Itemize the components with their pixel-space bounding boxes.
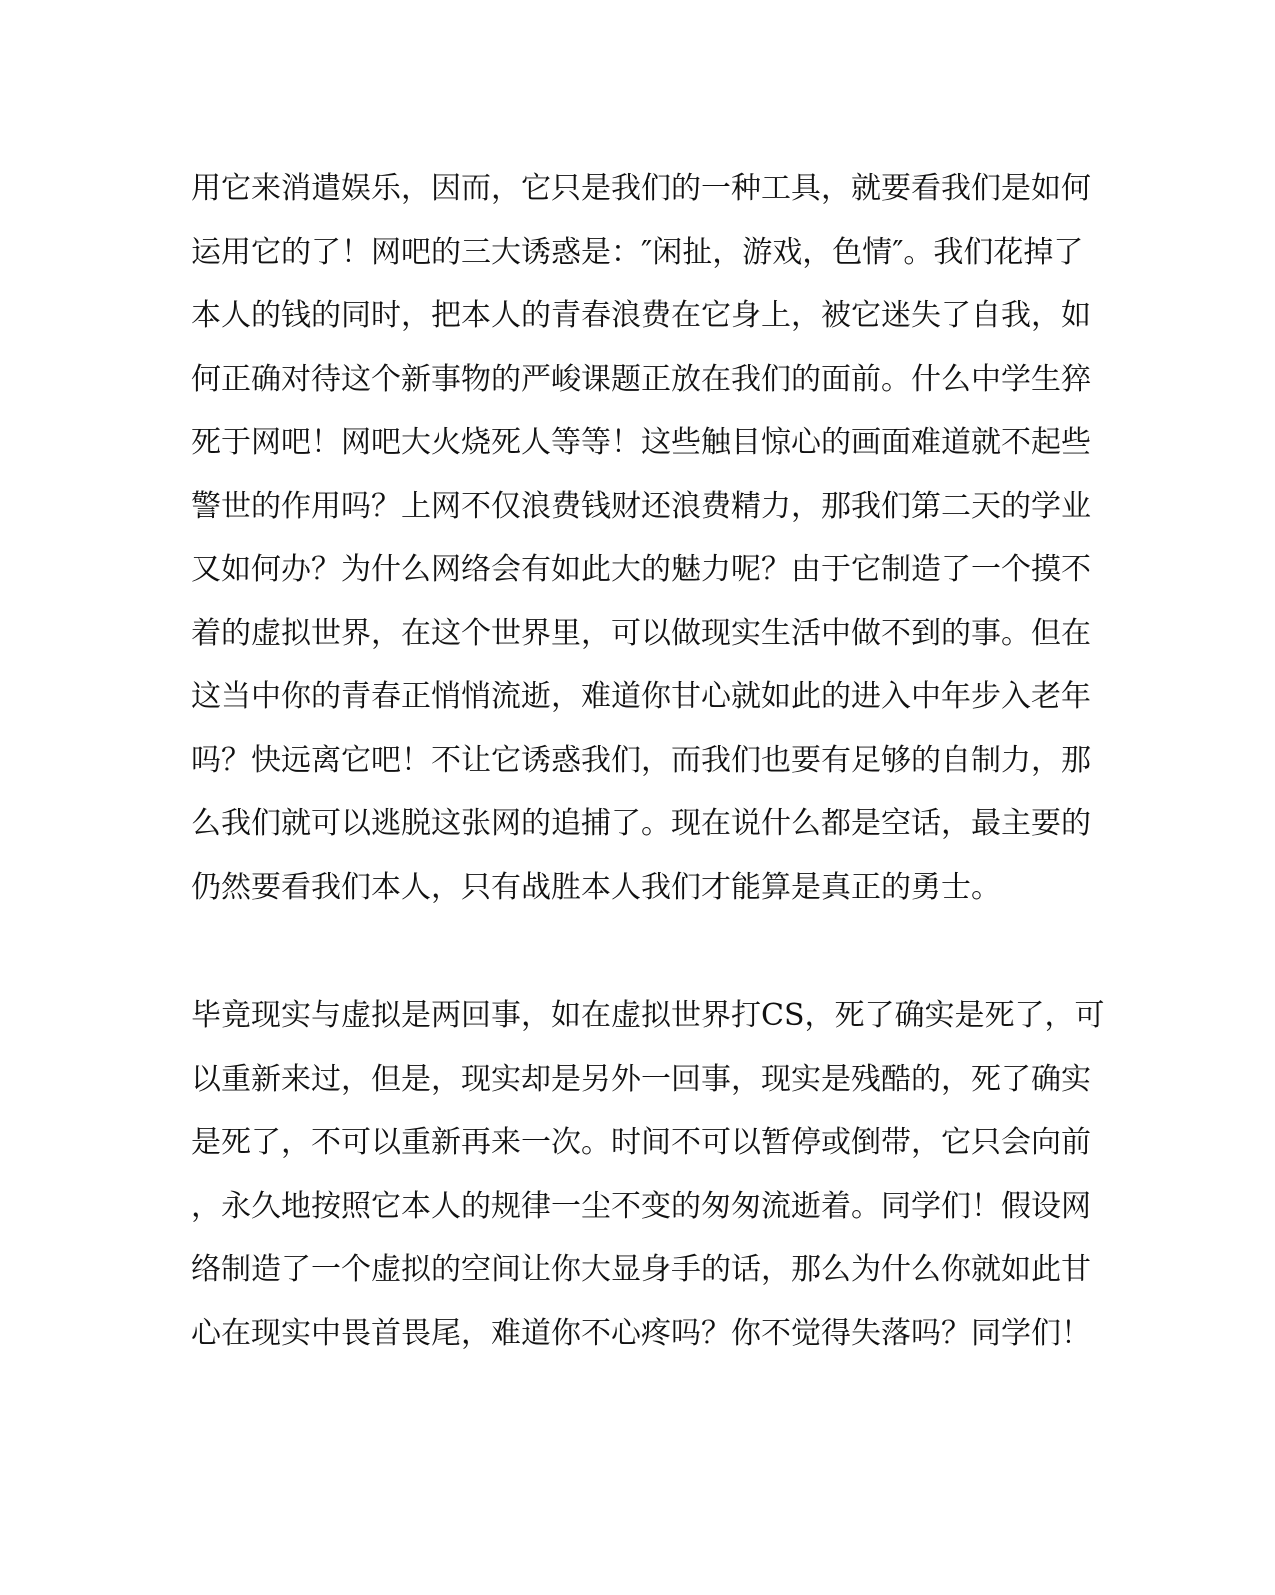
paragraph-line: 以重新来过，但是，现实却是另外一回事，现实是残酷的，死了确实 — [191, 1061, 1091, 1097]
paragraph-line: 络制造了一个虚拟的空间让你大显身手的话，那么为什么你就如此甘 — [191, 1252, 1091, 1287]
paragraph-line: 又如何办？为什么网络会有如此大的魅力呢？由于它制造了一个摸不 — [191, 552, 1091, 587]
paragraph-line: 仍然要看我们本人，只有战胜本人我们才能算是真正的勇士。 — [191, 869, 1001, 905]
paragraph-1 — [191, 157, 1091, 919]
paragraph-line: 着的虚拟世界，在这个世界里，可以做现实生活中做不到的事。但在 — [191, 615, 1091, 651]
paragraph-line: 吗？快远离它吧！不让它诱惑我们，而我们也要有足够的自制力，那 — [191, 742, 1091, 778]
paragraph-line: 这当中你的青春正悄悄流逝，难道你甘心就如此的进入中年步入老年 — [191, 679, 1091, 714]
paragraph-line: 毕竟现实与虚拟是两回事，如在虚拟世界打CS，死了确实是死了，可 — [191, 998, 1105, 1033]
paragraph-line: 死于网吧！网吧大火烧死人等等！这些触目惊心的画面难道就不起些 — [191, 425, 1091, 460]
paragraph-line: 么我们就可以逃脱这张网的追捕了。现在说什么都是空话，最主要的 — [191, 806, 1091, 841]
paragraph-line: 用它来消遣娱乐，因而，它只是我们的一种工具，就要看我们是如何 — [191, 171, 1091, 206]
paragraph-line: 是死了，不可以重新再来一次。时间不可以暂停或倒带，它只会向前 — [191, 1125, 1091, 1160]
paragraph-line: 何正确对待这个新事物的严峻课题正放在我们的面前。什么中学生猝 — [191, 361, 1091, 397]
paragraph-line: 运用它的了！网吧的三大诱惑是：″闲扯，游戏，色情″。我们花掉了 — [191, 234, 1084, 270]
paragraph-line: 心在现实中畏首畏尾，难道你不心疼吗？你不觉得失落吗？同学们！ — [191, 1315, 1091, 1351]
paragraph-2 — [191, 984, 1105, 1365]
paragraph-line: 警世的作用吗？上网不仅浪费钱财还浪费精力，那我们第二天的学业 — [191, 488, 1091, 524]
paragraph-line: ，永久地按照它本人的规律一尘不变的匆匆流逝着。同学们！假设网 — [191, 1188, 1091, 1224]
paragraph-line: 本人的钱的同时，把本人的青春浪费在它身上，被它迷失了自我，如 — [191, 298, 1091, 333]
